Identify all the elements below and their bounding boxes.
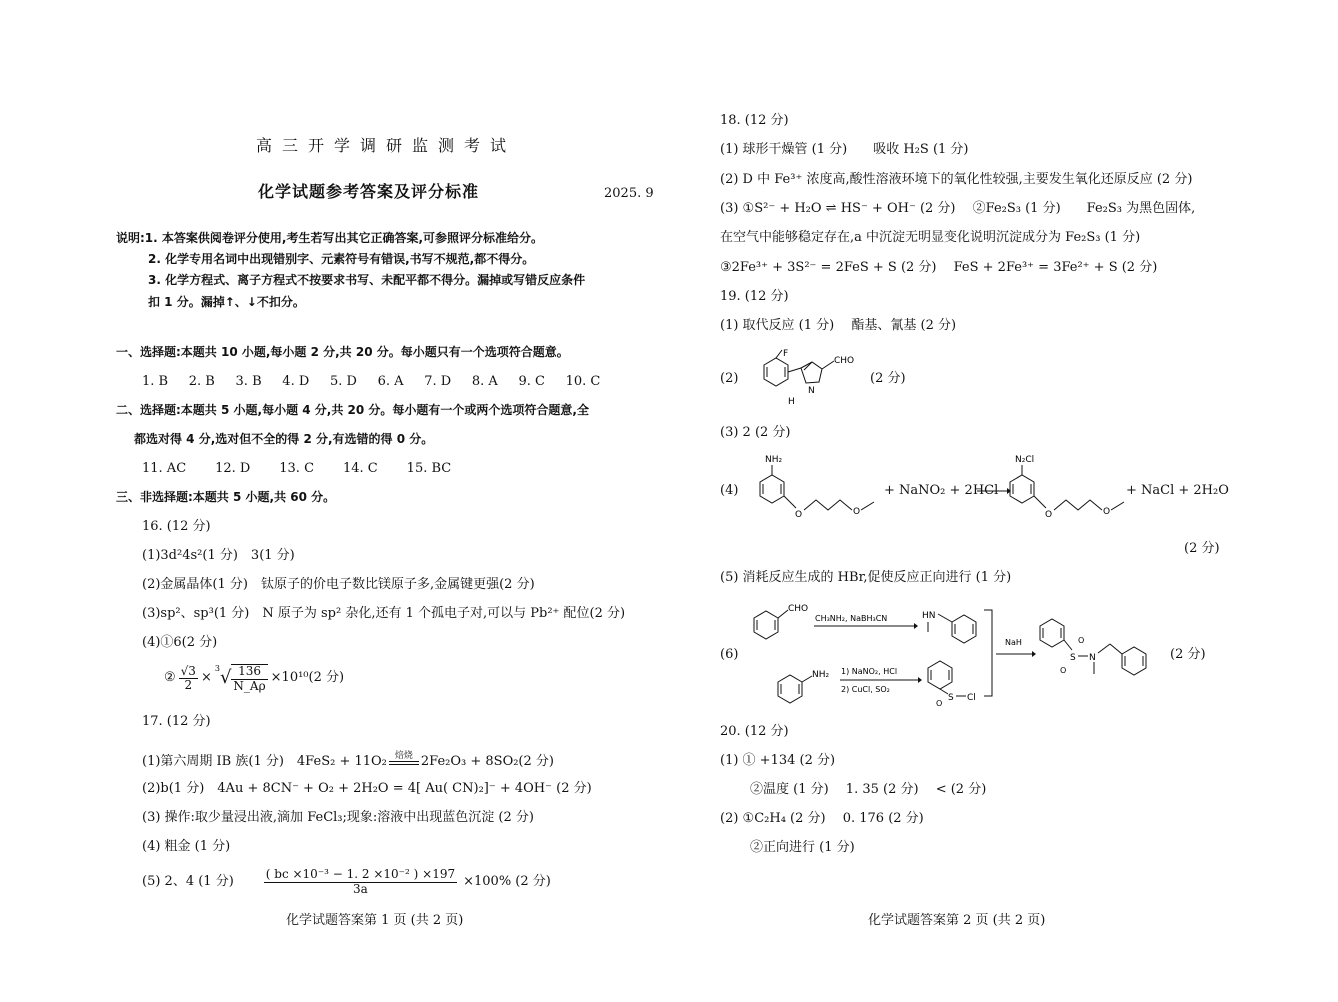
q17-part3: (3) 操作:取少量浸出液,滴加 FeCl₃;现象:溶液中出现蓝色沉淀 (2 分)	[142, 810, 534, 825]
q16-part4-formula	[164, 664, 344, 694]
section-1-heading: 一、选择题:本题共 10 小题,每小题 2 分,共 20 分。每小题只有一个选项符合题意。	[116, 345, 569, 359]
note-3: 3. 化学方程式、离子方程式不按要求书写、未配平都不得分。漏掉或写错反应条件	[148, 273, 586, 287]
q19-part5: (5) 消耗反应生成的 HBr,促使反应正向进行 (1 分)	[720, 570, 1012, 585]
oxygen-label: O	[1045, 510, 1053, 520]
q19-part2-label: (2)	[720, 371, 739, 386]
q17-part5-text: (5) 2、4 (1 分)	[142, 873, 234, 889]
q19-part1: (1) 取代反应 (1 分) 酯基、氰基 (2 分)	[720, 318, 957, 333]
q16-part4: (4)①6(2 分)	[142, 635, 218, 650]
aldehyde-label: CHO	[788, 604, 809, 614]
answer: 15. BC	[406, 461, 452, 476]
amine-label: NH₂	[812, 670, 830, 680]
reagent-label: CH₃NH₂, NaBH₃CN	[815, 614, 888, 623]
aldehyde-label: CHO	[834, 356, 855, 366]
q20-part1-2: ②温度 (1 分) 1. 35 (2 分) < (2 分)	[750, 782, 987, 797]
q19-part3: (3) 2 (2 分)	[720, 425, 791, 440]
q19-heading: 19. (12 分)	[720, 289, 789, 304]
diazonium-label: N₂Cl	[1015, 455, 1035, 465]
q19-part4-label: (4)	[720, 483, 739, 498]
oxygen-label: O	[1078, 636, 1085, 645]
root-fraction	[231, 664, 267, 694]
answer: 3. B	[235, 374, 262, 389]
q17-part1-text: (1)第六周期 IB 族(1 分) 4FeS₂ + 11O₂	[142, 754, 387, 770]
fraction-numerator: √3	[180, 663, 196, 678]
q18-heading: 18. (12 分)	[720, 113, 789, 128]
q16-heading: 16. (12 分)	[142, 519, 211, 534]
answer: 8. A	[471, 374, 498, 389]
nitrogen-label: N	[1089, 653, 1096, 663]
oxygen-label: O	[853, 507, 861, 517]
answer: 13. C	[279, 461, 315, 476]
oxygen-label: O	[1060, 666, 1067, 675]
formula-prefix: ②	[164, 670, 176, 686]
answer-key-title: 化学试题参考答案及评分标准	[258, 182, 480, 201]
q20-heading: 20. (12 分)	[720, 724, 789, 739]
answer: 14. C	[342, 461, 378, 476]
root-numerator: 136	[231, 665, 267, 680]
q16-part1: (1)3d²4s²(1 分) 3(1 分)	[142, 548, 295, 563]
q20-part2-2: ②正向进行 (1 分)	[750, 840, 855, 855]
hydrogen-label: H	[788, 397, 795, 407]
answer: 4. D	[282, 374, 310, 389]
section-2-heading: 二、选择题:本题共 5 小题,每小题 4 分,共 20 分。每小题有一个或两个选项符合题意,全	[116, 403, 589, 417]
page-footer-2: 化学试题答案第 2 页 (共 2 页)	[868, 913, 1046, 928]
q18-part3-cont: 在空气中能够稳定存在,a 中沉淀无明显变化说明沉淀成分为 Fe₂S₃ (1 分)	[720, 230, 1141, 245]
answer: 6. A	[377, 374, 404, 389]
answer: 11. AC	[142, 461, 187, 476]
q19-part4-points: (2 分)	[1184, 541, 1220, 556]
answer: 9. C	[518, 374, 545, 389]
exam-date: 2025. 9	[604, 186, 654, 201]
q18-part2: (2) D 中 Fe³⁺ 浓度高,酸性溶液环境下的氧化性较强,主要发生氧化还原反应 (2 分)	[720, 172, 1193, 187]
sulfur-label: S	[1070, 653, 1076, 663]
reagent-label: 2) CuCl, SO₂	[841, 685, 890, 694]
q19-part6-label: (6)	[720, 647, 739, 662]
structure-q19-4-reactant	[750, 450, 882, 522]
sulfur-label: S	[948, 693, 954, 703]
fraction	[264, 868, 457, 897]
root-denominator: N_Aρ	[233, 678, 266, 693]
fraction-numerator: ( bc ×10⁻³ − 1. 2 ×10⁻² ) ×197	[265, 867, 456, 881]
answer: 7. D	[424, 374, 452, 389]
q16-part2: (2)金属晶体(1 分) 钛原子的价电子数比镁原子多,金属键更强(2 分)	[142, 577, 535, 592]
formula-suffix: ×10¹⁰(2 分)	[270, 670, 345, 686]
section-2-heading-cont: 都选对得 4 分,选对但不全的得 2 分,有选错的得 0 分。	[134, 432, 434, 446]
q20-part2: (2) ①C₂H₄ (2 分) 0. 176 (2 分)	[720, 811, 924, 826]
q18-part3-eq: ③2Fe³⁺ + 3S²⁻ = 2FeS + S (2 分) FeS + 2Fe³⁺ = 3Fe²⁺ + S (2 分)	[720, 260, 1158, 275]
answer: 12. D	[215, 461, 251, 476]
q19-part6-points: (2 分)	[1170, 647, 1206, 662]
answer: 1. B	[142, 374, 169, 389]
q16-part3: (3)sp²、sp³(1 分) N 原子为 sp² 杂化,还有 1 个孤电子对,可以与 Pb²⁺ 配位(2 分)	[142, 606, 626, 621]
page-footer-1: 化学试题答案第 1 页 (共 2 页)	[286, 913, 464, 928]
section-1-answers	[142, 375, 600, 390]
q17-part2: (2)b(1 分) 4Au + 8CN⁻ + O₂ + 2H₂O = 4[ Au( CN)₂]⁻ + 4OH⁻ (2 分)	[142, 781, 592, 796]
q18-part3: (3) ①S²⁻ + H₂O ⇌ HS⁻ + OH⁻ (2 分) ②Fe₂S₃ (1 分) Fe₂S₃ 为黑色固体,	[720, 201, 1196, 216]
q19-part2-points: (2 分)	[870, 371, 906, 386]
note-4: 扣 1 分。漏掉↑、↓不扣分。	[148, 295, 305, 309]
answer: 10. C	[565, 374, 601, 389]
exam-title: 高三开学调研监测考试	[256, 136, 517, 155]
oxygen-label: O	[1103, 507, 1111, 517]
reagent-label: 1) NaNO₂, HCl	[841, 667, 898, 676]
structure-q19-4-product	[1000, 450, 1132, 522]
note-2: 2. 化学专用名词中出现错别字、元素符号有错误,书写不规范,都不得分。	[148, 252, 535, 266]
synthesis-route-q19-6	[748, 598, 1168, 710]
amine-label: HN	[922, 611, 936, 621]
q17-part1	[142, 752, 554, 770]
fluorine-label: F	[783, 349, 789, 359]
reaction-arrow	[389, 752, 419, 770]
answer: 2. B	[188, 374, 215, 389]
fraction	[179, 665, 198, 694]
oxygen-label: O	[795, 510, 803, 520]
q19-part4-reagents: + NaNO₂ + 2HCl	[884, 483, 999, 498]
q18-part1: (1) 球形干燥管 (1 分) 吸收 H₂S (1 分)	[720, 142, 969, 157]
amine-label: NH₂	[765, 455, 783, 465]
reagent-label: NaH	[1005, 638, 1022, 647]
q17-part4: (4) 粗金 (1 分)	[142, 839, 231, 854]
fraction-denominator: 2	[184, 678, 193, 693]
q17-part5-suffix: ×100% (2 分)	[463, 873, 551, 889]
answer: 5. D	[329, 374, 357, 389]
fraction-denominator: 3a	[353, 881, 368, 896]
q19-part4-products: + NaCl + 2H₂O	[1126, 483, 1229, 498]
times-sign: ×	[200, 670, 212, 686]
q17-part1-products: 2Fe₂O₃ + 8SO₂(2 分)	[420, 754, 554, 770]
note-1: 说明:1. 本答案供阅卷评分使用,考生若写出其它正确答案,可参照评分标准给分。	[116, 231, 544, 245]
nitrogen-label: N	[808, 386, 815, 396]
chlorine-label: Cl	[967, 693, 976, 703]
section-3-heading: 三、非选择题:本题共 5 小题,共 60 分。	[116, 490, 336, 504]
q20-part1: (1) ① +134 (2 分)	[720, 753, 836, 768]
section-2-answers	[142, 462, 451, 477]
structure-q19-2	[746, 347, 868, 409]
q17-part5	[142, 868, 551, 897]
q17-heading: 17. (12 分)	[142, 714, 211, 729]
root-index: 3	[214, 664, 220, 673]
reaction-condition: 焙烧	[394, 751, 413, 761]
cube-root: 3 √ $\frac{136}{N\_A\rho}$	[214, 664, 266, 693]
oxygen-label: O	[936, 699, 943, 708]
